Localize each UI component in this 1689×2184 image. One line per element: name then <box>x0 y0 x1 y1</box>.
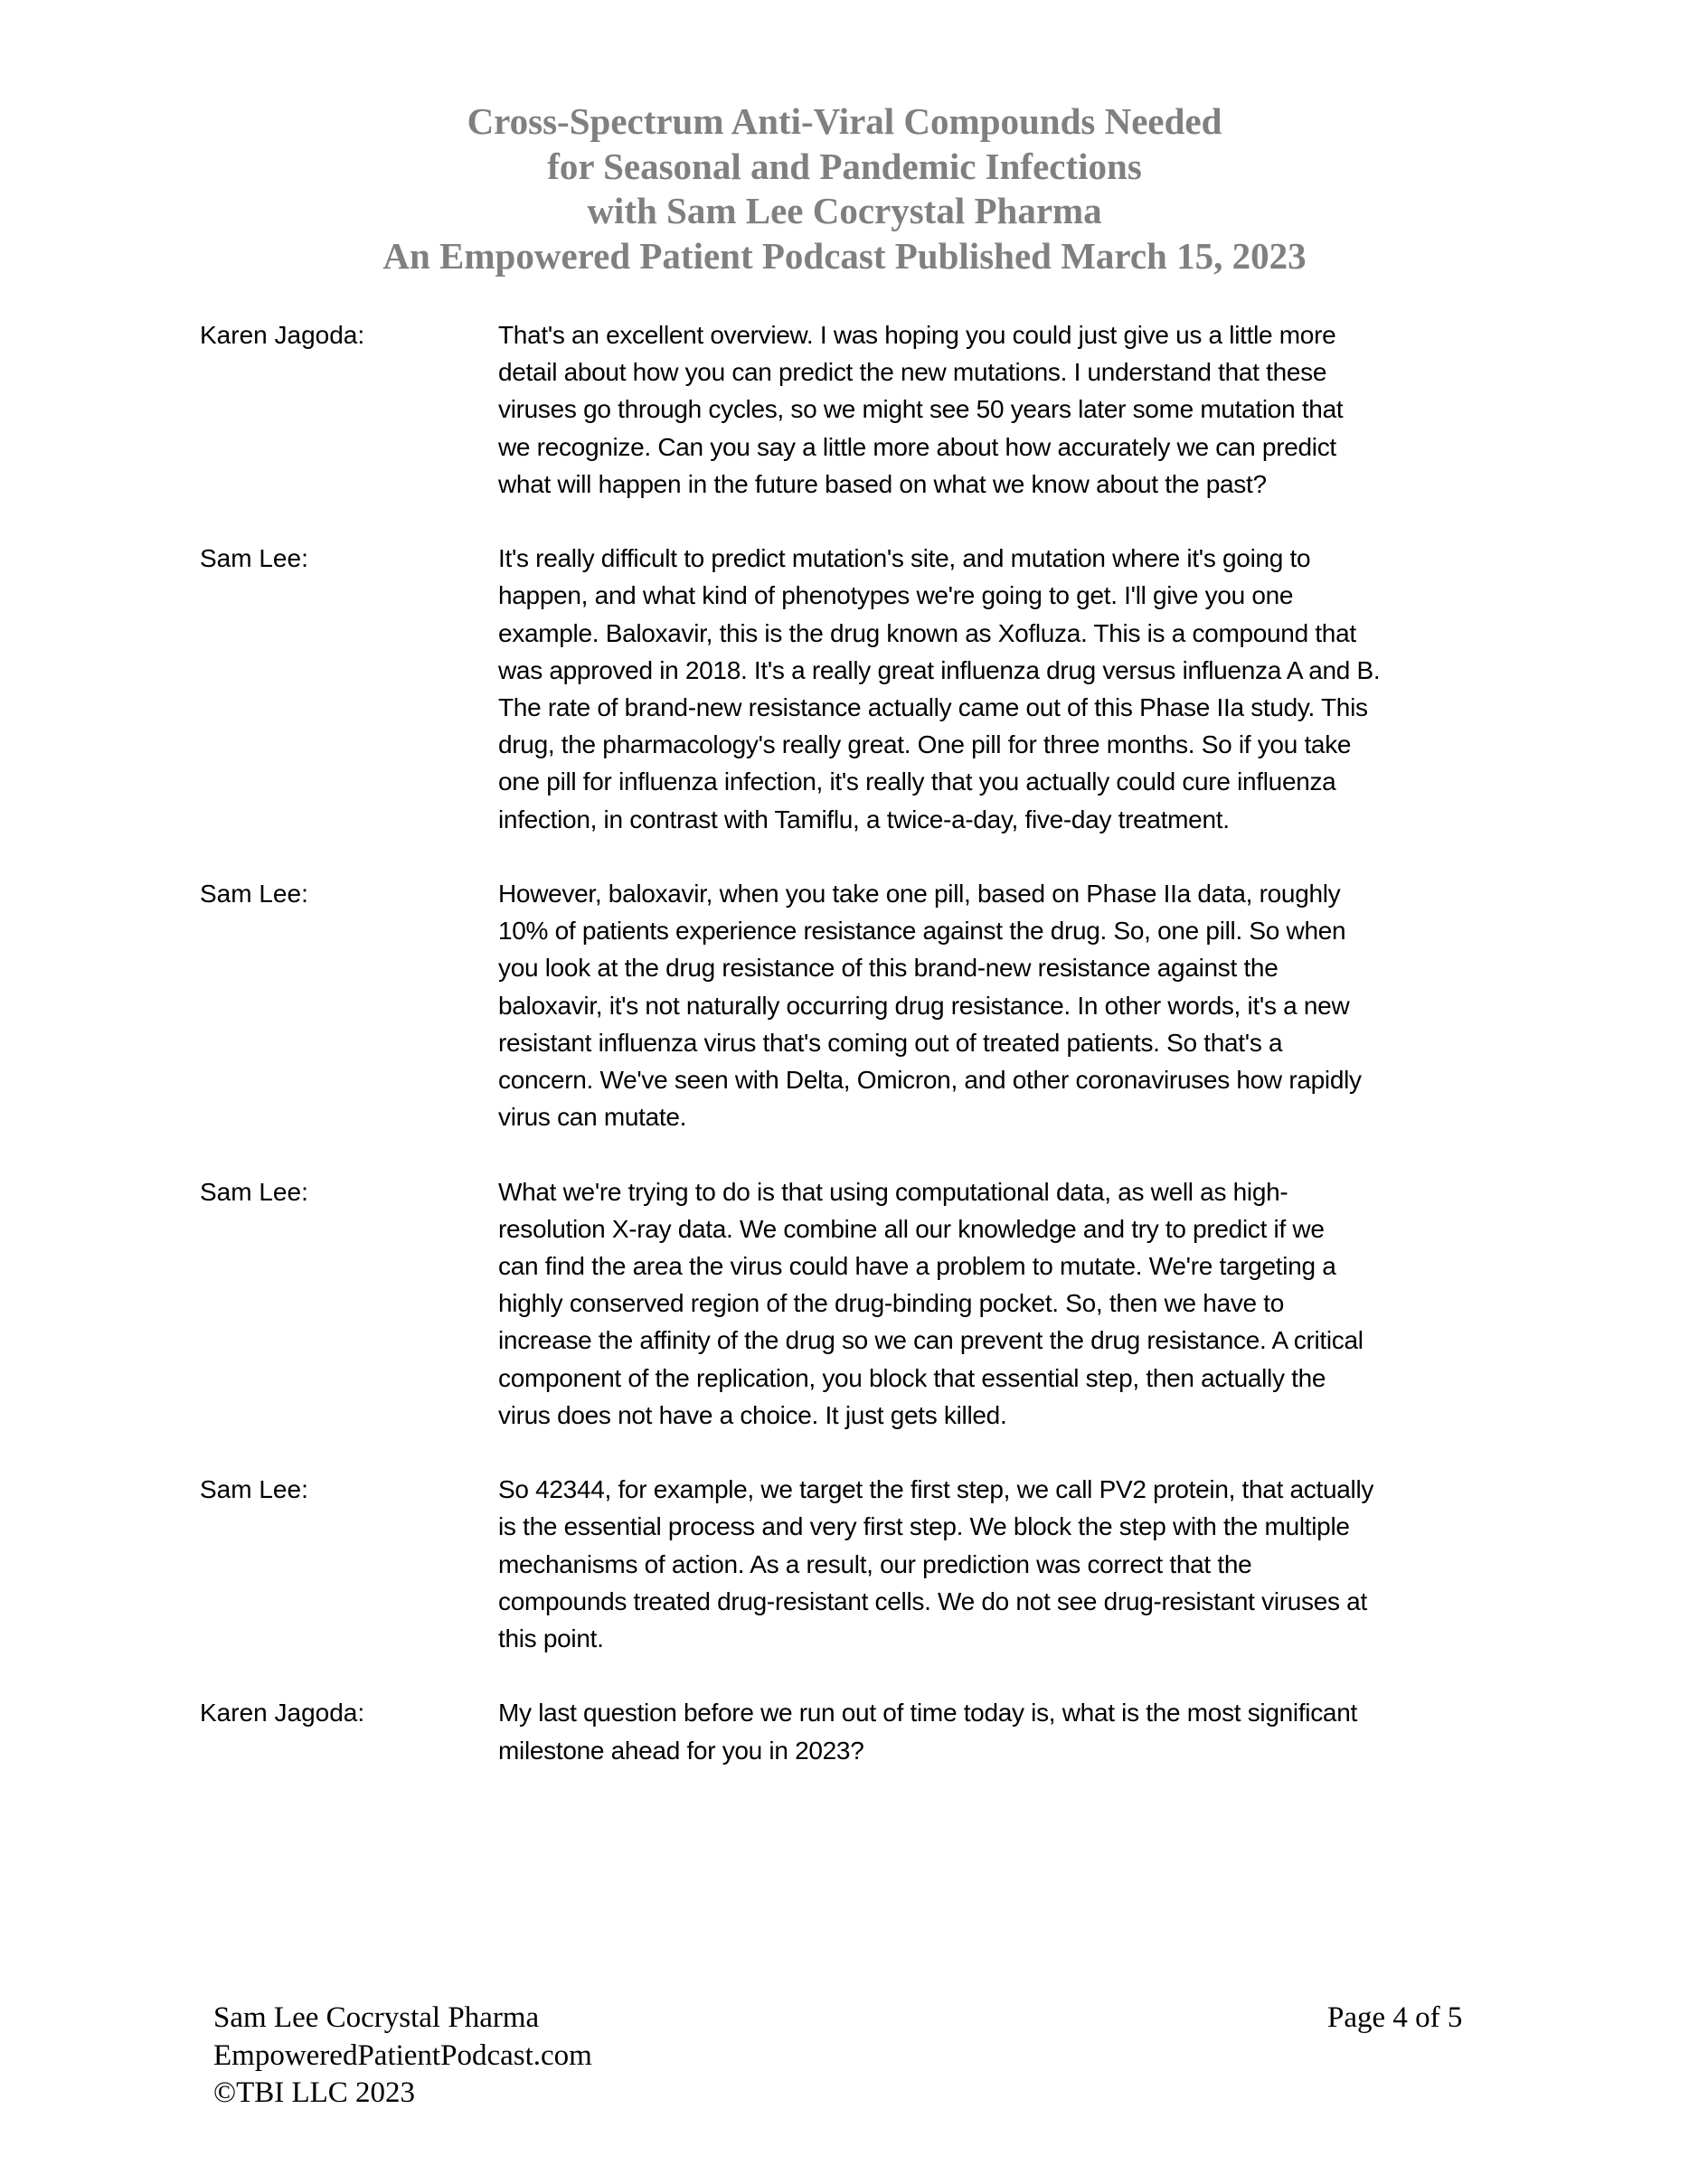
speaker-name: Karen Jagoda: <box>200 321 365 349</box>
title-line: for Seasonal and Pandemic Infections <box>547 145 1142 187</box>
speech-line: So 42344, for example, we target the first step, we call PV2 protein, that actually <box>498 1475 1374 1504</box>
speech-text <box>498 540 1380 838</box>
speech-line: component of the replication, you block that essential step, then actually the <box>498 1363 1326 1392</box>
speech-line: can find the area the virus could have a problem to mutate. We're targeting a <box>498 1252 1336 1281</box>
footer-line: Sam Lee Cocrystal Pharma <box>213 2001 540 2034</box>
speech-line: virus can mutate. <box>498 1103 687 1132</box>
speech-line: viruses go through cycles, so we might see 50 years later some mutation that <box>498 395 1344 424</box>
transcript-entry <box>200 1694 1511 1768</box>
footer-line: EmpoweredPatientPodcast.com <box>213 2038 592 2072</box>
speech-line: this point. <box>498 1624 604 1653</box>
speech-line: mechanisms of action. As a result, our prediction was correct that the <box>498 1549 1252 1578</box>
speaker-name: Karen Jagoda: <box>200 1699 365 1727</box>
speech-line: drug, the pharmacology's really great. One pill for three months. So if you take <box>498 730 1352 759</box>
speech-line: 10% of patients experience resistance against the drug. So, one pill. So when <box>498 917 1346 946</box>
footer-info <box>213 2000 592 2113</box>
document-title <box>0 99 1689 278</box>
speech-line: increase the affinity of the drug so we can prevent the drug resistance. A critical <box>498 1326 1363 1355</box>
speech-line: highly conserved region of the drug-binding pocket. So, then we have to <box>498 1289 1285 1318</box>
speech-text <box>498 875 1362 1135</box>
title-line: with Sam Lee Cocrystal Pharma <box>587 190 1102 231</box>
speech-line: My last question before we run out of time today is, what is the most significant <box>498 1699 1357 1727</box>
speech-line: detail about how you can predict the new mutations. I understand that these <box>498 358 1327 387</box>
transcript-entry <box>200 1471 1511 1657</box>
title-line: Cross-Spectrum Anti-Viral Compounds Needed <box>467 100 1222 142</box>
speech-line: was approved in 2018. It's a really great influenza drug versus influenza A and B. <box>498 655 1381 684</box>
speech-line: one pill for influenza infection, it's really that you actually could cure influenza <box>498 767 1336 796</box>
speech-line: compounds treated drug-resistant cells. We do not see drug-resistant viruses at <box>498 1586 1367 1615</box>
speech-line: virus does not have a choice. It just gets killed. <box>498 1400 1007 1429</box>
transcript-entry <box>200 875 1511 1135</box>
speech-text <box>498 1471 1373 1657</box>
footer-line: ©TBI LLC 2023 <box>213 2076 416 2109</box>
speech-line: The rate of brand-new resistance actually came out of this Phase IIa study. This <box>498 693 1368 722</box>
speech-line: happen, and what kind of phenotypes we're going to get. I'll give you one <box>498 581 1294 610</box>
speech-text <box>498 316 1343 503</box>
transcript <box>200 316 1511 1806</box>
transcript-entry <box>200 316 1511 503</box>
speech-line: That's an excellent overview. I was hoping you could just give us a little more <box>498 321 1336 349</box>
speech-line: what will happen in the future based on what we know about the past? <box>498 469 1267 498</box>
speech-line: infection, in contrast with Tamiflu, a twice-a-day, five-day treatment. <box>498 805 1230 833</box>
speech-line: example. Baloxavir, this is the drug known as Xofluza. This is a compound that <box>498 618 1356 647</box>
transcript-entry <box>200 540 1511 838</box>
speech-line: concern. We've seen with Delta, Omicron, and other coronaviruses how rapidly <box>498 1066 1362 1095</box>
speech-line: However, baloxavir, when you take one pill, based on Phase IIa data, roughly <box>498 880 1341 908</box>
speech-line: It's really difficult to predict mutation's site, and mutation where it's going to <box>498 544 1311 573</box>
transcript-entry <box>200 1173 1511 1434</box>
speech-line: baloxavir, it's not naturally occurring drug resistance. In other words, it's a new <box>498 991 1350 1020</box>
speech-line: What we're trying to do is that using computational data, as well as high- <box>498 1177 1288 1206</box>
speaker-name: Sam Lee: <box>200 880 308 908</box>
speech-text <box>498 1173 1363 1434</box>
speaker-name: Sam Lee: <box>200 1475 308 1504</box>
speaker-name: Sam Lee: <box>200 544 308 573</box>
speech-line: is the essential process and very first step. We block the step with the multiple <box>498 1512 1350 1541</box>
page-number: Page 4 of 5 <box>1327 2001 1463 2034</box>
title-line: An Empowered Patient Podcast Published March 15, 2023 <box>382 234 1307 277</box>
speech-line: we recognize. Can you say a little more about how accurately we can predict <box>498 432 1336 461</box>
speech-line: you look at the drug resistance of this brand-new resistance against the <box>498 954 1279 983</box>
speech-line: resistant influenza virus that's coming out of treated patients. So that's a <box>498 1028 1283 1057</box>
speech-text <box>498 1694 1357 1768</box>
speaker-name: Sam Lee: <box>200 1177 308 1206</box>
speech-line: resolution X-ray data. We combine all our knowledge and try to predict if we <box>498 1214 1325 1243</box>
speech-line: milestone ahead for you in 2023? <box>498 1736 864 1765</box>
